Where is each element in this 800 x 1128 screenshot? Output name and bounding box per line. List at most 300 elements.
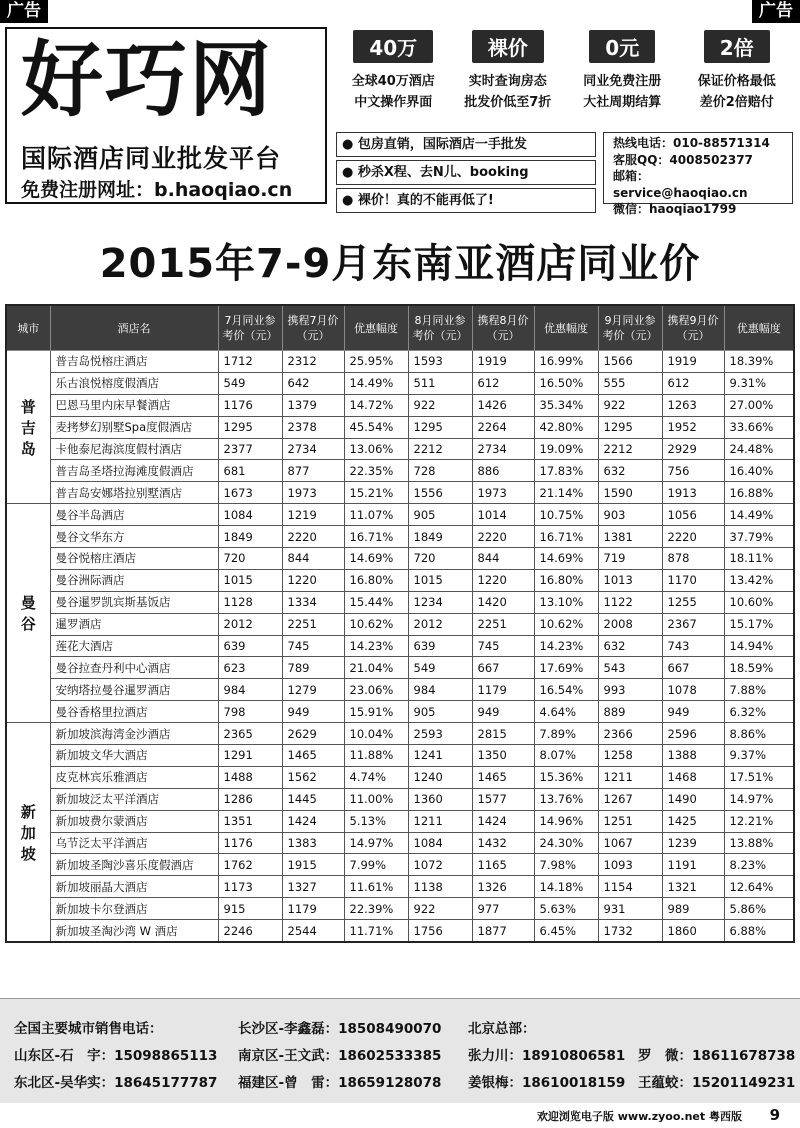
price-cell: 19.09% (534, 438, 598, 460)
price-cell: 1084 (218, 504, 282, 526)
price-cell: 1673 (218, 482, 282, 504)
price-cell: 8.86% (724, 723, 794, 745)
sales-contact: 姜银梅：18610018159 (468, 1075, 626, 1091)
price-cell: 949 (662, 701, 724, 723)
price-cell: 14.97% (724, 788, 794, 810)
sales-row (14, 1016, 795, 1043)
hotel-name-cell: 曼谷半岛酒店 (50, 504, 218, 526)
table-row (6, 526, 794, 548)
column-header: 携程7月价（元） (282, 305, 344, 351)
price-cell: 844 (282, 548, 344, 570)
price-cell: 13.88% (724, 832, 794, 854)
price-cell: 1381 (598, 526, 662, 548)
price-cell: 2212 (598, 438, 662, 460)
price-cell: 16.54% (534, 679, 598, 701)
price-cell: 10.62% (344, 613, 408, 635)
price-cell: 1279 (282, 679, 344, 701)
table-row (6, 788, 794, 810)
table-row (6, 416, 794, 438)
hotel-name-cell: 普吉岛安娜塔拉别墅酒店 (50, 482, 218, 504)
price-cell: 1849 (408, 526, 472, 548)
price-cell: 977 (472, 898, 534, 920)
column-header: 携程8月价（元） (472, 305, 534, 351)
price-cell: 743 (662, 635, 724, 657)
price-cell: 37.79% (724, 526, 794, 548)
price-cell: 1219 (282, 504, 344, 526)
price-cell: 18.11% (724, 548, 794, 570)
price-cell: 1762 (218, 854, 282, 876)
price-cell: 1072 (408, 854, 472, 876)
price-cell: 1426 (472, 394, 534, 416)
feature-desc (565, 71, 680, 113)
price-cell: 1465 (472, 766, 534, 788)
feature-desc (336, 71, 451, 113)
price-cell: 1424 (282, 810, 344, 832)
price-cell: 1593 (408, 351, 472, 373)
price-cell: 2629 (282, 723, 344, 745)
sales-contact: 张力川：18910806581 (468, 1048, 626, 1064)
price-cell: 2008 (598, 613, 662, 635)
price-cell: 11.61% (344, 876, 408, 898)
price-cell: 1468 (662, 766, 724, 788)
price-cell: 1351 (218, 810, 282, 832)
price-cell: 612 (472, 372, 534, 394)
table-row (6, 920, 794, 942)
price-cell: 14.96% (534, 810, 598, 832)
price-cell: 2366 (598, 723, 662, 745)
page-title: 2015年7-9月东南亚酒店同业价 (99, 241, 701, 287)
price-cell: 922 (408, 394, 472, 416)
price-cell: 1420 (472, 591, 534, 613)
price-cell: 45.54% (344, 416, 408, 438)
price-cell: 14.94% (724, 635, 794, 657)
hotel-name-cell: 新加坡费尔蒙酒店 (50, 810, 218, 832)
price-cell: 2251 (282, 613, 344, 635)
price-cell: 13.06% (344, 438, 408, 460)
price-cell: 1291 (218, 745, 282, 767)
table-row (6, 351, 794, 373)
sales-contacts (14, 1016, 795, 1097)
price-cell: 905 (408, 701, 472, 723)
price-cell: 14.97% (344, 832, 408, 854)
price-cell: 798 (218, 701, 282, 723)
price-cell: 915 (218, 898, 282, 920)
price-cell: 667 (662, 657, 724, 679)
price-cell: 720 (218, 548, 282, 570)
table-row (6, 832, 794, 854)
price-cell: 14.49% (344, 372, 408, 394)
price-cell: 745 (472, 635, 534, 657)
price-cell: 1179 (472, 679, 534, 701)
table-row (6, 657, 794, 679)
price-cell: 9.37% (724, 745, 794, 767)
table-row (6, 876, 794, 898)
price-cell: 878 (662, 548, 724, 570)
price-cell: 8.23% (724, 854, 794, 876)
price-cell: 1014 (472, 504, 534, 526)
price-cell: 10.04% (344, 723, 408, 745)
price-cell: 11.00% (344, 788, 408, 810)
price-cell: 14.23% (344, 635, 408, 657)
hotel-name-cell: 普吉岛圣塔拉海滩度假酒店 (50, 460, 218, 482)
table-row (6, 723, 794, 745)
table-row (6, 438, 794, 460)
column-header: 携程9月价（元） (662, 305, 724, 351)
price-cell: 17.51% (724, 766, 794, 788)
column-header: 城市 (6, 305, 50, 351)
price-cell: 1919 (662, 351, 724, 373)
price-cell: 27.00% (724, 394, 794, 416)
price-cell: 639 (408, 635, 472, 657)
price-cell: 1191 (662, 854, 724, 876)
hotel-name-cell: 新加坡滨海湾金沙酒店 (50, 723, 218, 745)
price-cell: 16.80% (534, 569, 598, 591)
price-cell: 1849 (218, 526, 282, 548)
price-cell: 1326 (472, 876, 534, 898)
price-cell: 2377 (218, 438, 282, 460)
brand-logo: 好巧网 (21, 33, 274, 128)
email[interactable]: 邮箱：service@haoqiao.cn (613, 169, 748, 200)
price-cell: 2378 (282, 416, 344, 438)
feature-badge: 40万 (353, 30, 433, 63)
feature-desc (451, 71, 566, 113)
feature-desc (680, 71, 795, 113)
price-cell: 17.69% (534, 657, 598, 679)
table-row (6, 613, 794, 635)
price-cell: 16.88% (724, 482, 794, 504)
price-cell: 1056 (662, 504, 724, 526)
table-row (6, 745, 794, 767)
price-cell: 984 (218, 679, 282, 701)
price-cell: 1973 (282, 482, 344, 504)
ad-tag-right: 广告 (752, 0, 800, 23)
price-cell: 1350 (472, 745, 534, 767)
bullet-item: ● 秒杀X程、去N儿、booking (336, 160, 596, 185)
price-cell: 15.36% (534, 766, 598, 788)
price-cell: 1590 (598, 482, 662, 504)
price-cell: 25.95% (344, 351, 408, 373)
feature-line: 同业免费注册 (583, 74, 662, 89)
price-cell: 1267 (598, 788, 662, 810)
price-cell: 1176 (218, 394, 282, 416)
price-cell: 1093 (598, 854, 662, 876)
price-cell: 1952 (662, 416, 724, 438)
price-cell: 1973 (472, 482, 534, 504)
price-cell: 889 (598, 701, 662, 723)
price-cell: 5.13% (344, 810, 408, 832)
hotel-name-cell: 曼谷文华东方 (50, 526, 218, 548)
price-cell: 1015 (218, 569, 282, 591)
price-cell: 789 (282, 657, 344, 679)
price-cell: 1138 (408, 876, 472, 898)
feature-badge: 裸价 (472, 30, 544, 63)
column-header: 酒店名 (50, 305, 218, 351)
hotel-name-cell: 普吉岛悦榕庄酒店 (50, 351, 218, 373)
price-cell: 21.14% (534, 482, 598, 504)
table-row (6, 591, 794, 613)
price-cell: 8.07% (534, 745, 598, 767)
price-cell: 1251 (598, 810, 662, 832)
price-cell: 1295 (218, 416, 282, 438)
price-cell: 1154 (598, 876, 662, 898)
wechat: 微信：haoqiao1799 (613, 202, 737, 216)
bullet-item: ● 裸价！真的不能再低了! (336, 188, 596, 213)
price-cell: 886 (472, 460, 534, 482)
feature-line: 实时查询房态 (468, 74, 547, 89)
price-cell: 1122 (598, 591, 662, 613)
price-cell: 24.48% (724, 438, 794, 460)
price-cell: 2929 (662, 438, 724, 460)
table-row (6, 701, 794, 723)
hotel-name-cell: 麦拷梦幻别墅Spa度假酒店 (50, 416, 218, 438)
welcome-text[interactable] (537, 1108, 742, 1124)
price-cell: 1128 (218, 591, 282, 613)
column-header: 优惠幅度 (724, 305, 794, 351)
table-header-row (6, 305, 794, 351)
price-cell: 16.40% (724, 460, 794, 482)
price-cell: 11.07% (344, 504, 408, 526)
hotel-name-cell: 曼谷拉查丹利中心酒店 (50, 657, 218, 679)
price-cell: 993 (598, 679, 662, 701)
price-cell: 12.64% (724, 876, 794, 898)
price-cell: 612 (662, 372, 724, 394)
price-cell: 1712 (218, 351, 282, 373)
table-row (6, 460, 794, 482)
price-cell: 5.63% (534, 898, 598, 920)
price-cell: 1321 (662, 876, 724, 898)
price-cell: 632 (598, 635, 662, 657)
sales-footer (0, 998, 800, 1103)
price-cell: 1732 (598, 920, 662, 942)
sales-contact: 东北区-吴华实：18645177787 (14, 1075, 218, 1091)
price-cell: 4.74% (344, 766, 408, 788)
price-cell: 6.88% (724, 920, 794, 942)
price-cell: 1360 (408, 788, 472, 810)
price-cell: 1067 (598, 832, 662, 854)
price-cell: 1220 (282, 569, 344, 591)
price-cell: 14.23% (534, 635, 598, 657)
price-cell: 15.91% (344, 701, 408, 723)
price-cell: 1170 (662, 569, 724, 591)
contact-box (603, 132, 793, 216)
price-cell: 16.80% (344, 569, 408, 591)
price-cell: 1179 (282, 898, 344, 920)
price-cell: 21.04% (344, 657, 408, 679)
price-cell: 719 (598, 548, 662, 570)
feature-line: 大社周期结算 (583, 95, 662, 110)
price-cell: 1425 (662, 810, 724, 832)
price-cell: 13.42% (724, 569, 794, 591)
price-cell: 905 (408, 504, 472, 526)
price-cell: 2734 (282, 438, 344, 460)
price-cell: 2012 (218, 613, 282, 635)
sales-contact: 山东区-石 宇：15098865113 (14, 1048, 218, 1064)
hotel-name-cell: 皮克林宾乐雅酒店 (50, 766, 218, 788)
price-cell: 1562 (282, 766, 344, 788)
bullet-item: ● 包房直销，国际酒店一手批发 (336, 132, 596, 157)
price-cell: 15.21% (344, 482, 408, 504)
price-cell: 2544 (282, 920, 344, 942)
price-cell: 639 (218, 635, 282, 657)
hotel-name-cell: 新加坡圣淘沙湾 W 酒店 (50, 920, 218, 942)
price-cell: 18.39% (724, 351, 794, 373)
sales-row (14, 1070, 795, 1097)
price-cell: 1424 (472, 810, 534, 832)
column-header: 优惠幅度 (344, 305, 408, 351)
table-row (6, 854, 794, 876)
table-row (6, 635, 794, 657)
feature-badge: 0元 (589, 30, 655, 63)
price-cell: 844 (472, 548, 534, 570)
sales-row (14, 1043, 795, 1070)
price-cell: 1211 (408, 810, 472, 832)
price-cell: 16.50% (534, 372, 598, 394)
price-cell: 16.99% (534, 351, 598, 373)
price-cell: 1556 (408, 482, 472, 504)
price-cell: 1286 (218, 788, 282, 810)
price-cell: 2593 (408, 723, 472, 745)
hotel-name-cell: 曼谷香格里拉酒店 (50, 701, 218, 723)
price-cell: 745 (282, 635, 344, 657)
price-cell: 9.31% (724, 372, 794, 394)
price-cell: 1295 (408, 416, 472, 438)
price-cell: 1013 (598, 569, 662, 591)
price-cell: 5.86% (724, 898, 794, 920)
price-cell: 4.64% (534, 701, 598, 723)
price-cell: 2312 (282, 351, 344, 373)
price-cell: 7.99% (344, 854, 408, 876)
feature-line: 批发价低至7折 (464, 95, 552, 110)
price-cell: 15.17% (724, 613, 794, 635)
price-cell: 1465 (282, 745, 344, 767)
price-cell: 2734 (472, 438, 534, 460)
promo-bullets (336, 132, 596, 216)
price-cell: 1327 (282, 876, 344, 898)
price-cell: 2220 (472, 526, 534, 548)
price-cell: 11.71% (344, 920, 408, 942)
price-cell: 623 (218, 657, 282, 679)
hotel-name-cell: 新加坡泛太平洋酒店 (50, 788, 218, 810)
hotline: 热线电话：010-88571314 (613, 136, 770, 150)
hotel-name-cell: 新加坡文华大酒店 (50, 745, 218, 767)
register-url[interactable]: 免费注册网址：b.haoqiao.cn (21, 179, 293, 201)
price-cell: 1490 (662, 788, 724, 810)
table-row (6, 394, 794, 416)
price-cell: 33.66% (724, 416, 794, 438)
sales-contact: 北京总部： (468, 1021, 536, 1037)
city-cell: 普吉岛 (6, 351, 50, 504)
price-cell: 720 (408, 548, 472, 570)
price-cell: 549 (408, 657, 472, 679)
price-cell: 2246 (218, 920, 282, 942)
price-cell: 1488 (218, 766, 282, 788)
price-cell: 1919 (472, 351, 534, 373)
price-cell: 10.75% (534, 504, 598, 526)
price-cell: 1211 (598, 766, 662, 788)
price-cell: 2264 (472, 416, 534, 438)
price-cell: 949 (282, 701, 344, 723)
hotel-name-cell: 安纳塔拉曼谷暹罗酒店 (50, 679, 218, 701)
price-cell: 2012 (408, 613, 472, 635)
price-cell: 13.10% (534, 591, 598, 613)
price-cell: 1263 (662, 394, 724, 416)
price-cell: 1240 (408, 766, 472, 788)
feature-line: 全球40万酒店 (351, 74, 435, 89)
price-cell: 7.88% (724, 679, 794, 701)
price-cell: 1445 (282, 788, 344, 810)
price-cell: 1176 (218, 832, 282, 854)
price-cell: 989 (662, 898, 724, 920)
price-cell: 2596 (662, 723, 724, 745)
price-cell: 549 (218, 372, 282, 394)
hotel-name-cell: 新加坡圣陶沙喜乐度假酒店 (50, 854, 218, 876)
welcome-link[interactable]: 欢迎浏览电子版 www.zyoo.net (536, 1110, 706, 1123)
qq: 客服QQ：4008502377 (613, 152, 753, 167)
price-cell: 1258 (598, 745, 662, 767)
table-row (6, 766, 794, 788)
table-row (6, 504, 794, 526)
price-cell: 1295 (598, 416, 662, 438)
price-cell: 6.45% (534, 920, 598, 942)
price-cell: 1239 (662, 832, 724, 854)
price-cell: 2365 (218, 723, 282, 745)
price-cell: 511 (408, 372, 472, 394)
feature-line: 保证价格最低 (697, 74, 776, 89)
bottom-line (0, 1106, 800, 1126)
price-cell: 1379 (282, 394, 344, 416)
price-cell: 922 (598, 394, 662, 416)
price-cell: 14.72% (344, 394, 408, 416)
hotel-name-cell: 新加坡卡尔登酒店 (50, 898, 218, 920)
table-row (6, 679, 794, 701)
price-cell: 14.69% (534, 548, 598, 570)
price-cell: 756 (662, 460, 724, 482)
price-cell: 1241 (408, 745, 472, 767)
brand-box (5, 27, 327, 204)
hotel-name-cell: 曼谷悦榕庄酒店 (50, 548, 218, 570)
price-cell: 2367 (662, 613, 724, 635)
price-cell: 543 (598, 657, 662, 679)
hotel-name-cell: 曼谷暹罗凯宾斯基饭店 (50, 591, 218, 613)
feature-badge: 2倍 (704, 30, 770, 63)
price-cell: 949 (472, 701, 534, 723)
price-cell: 24.30% (534, 832, 598, 854)
price-cell: 7.98% (534, 854, 598, 876)
column-header: 9月同业参考价（元） (598, 305, 662, 351)
price-cell: 1577 (472, 788, 534, 810)
price-cell: 1566 (598, 351, 662, 373)
price-cell: 17.83% (534, 460, 598, 482)
hotel-name-cell: 新加坡丽晶大酒店 (50, 876, 218, 898)
price-cell: 922 (408, 898, 472, 920)
price-cell: 35.34% (534, 394, 598, 416)
sales-contact: 福建区-曾 雷：18659128078 (238, 1075, 442, 1091)
hotel-name-cell: 巴恩马里内床早餐酒店 (50, 394, 218, 416)
price-cell: 6.32% (724, 701, 794, 723)
sales-contact: 长沙区-李鑫磊：18508490070 (238, 1021, 442, 1037)
sales-contact: 王蕴蛟：15201149231 (638, 1075, 796, 1091)
price-cell: 1255 (662, 591, 724, 613)
price-cell: 1388 (662, 745, 724, 767)
price-cell: 1334 (282, 591, 344, 613)
hotel-name-cell: 乌节泛太平洋酒店 (50, 832, 218, 854)
price-cell: 7.89% (534, 723, 598, 745)
price-cell: 1220 (472, 569, 534, 591)
price-cell: 642 (282, 372, 344, 394)
price-cell: 877 (282, 460, 344, 482)
price-cell: 2220 (662, 526, 724, 548)
price-cell: 13.76% (534, 788, 598, 810)
